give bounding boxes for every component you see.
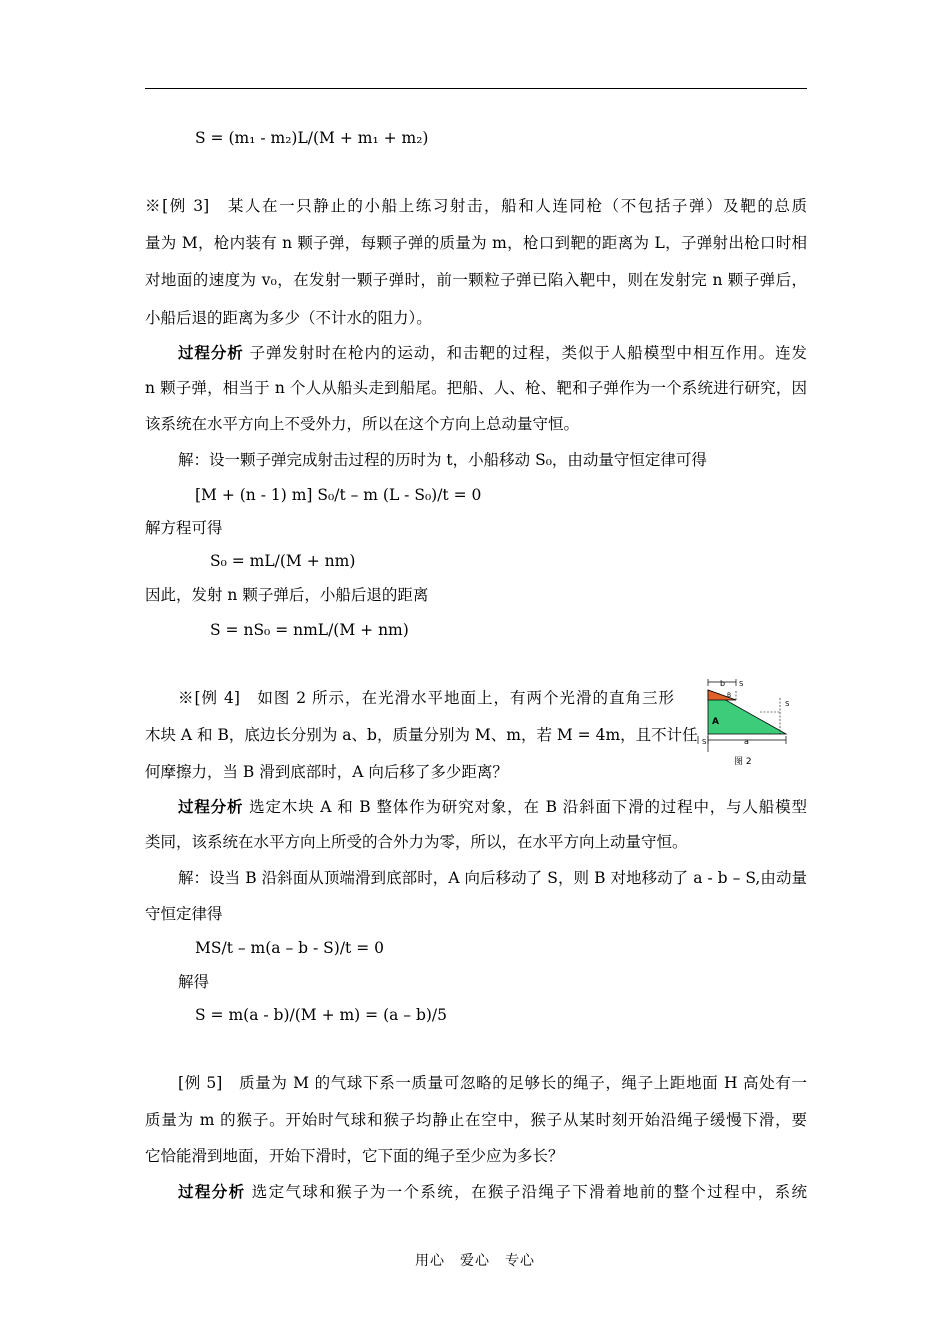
analysis-paragraph	[145, 797, 807, 817]
example-5-text: [例 5] 质量为 M 的气球下系一质量可忽略的足够长的绳子，绳子上距地面 H 高处有一	[178, 1074, 807, 1092]
solution-text: 解方程可得	[145, 519, 223, 537]
analysis-text: 类同，该系统在水平方向上所受的合外力为零，所以，在水平方向上动量守恒。	[145, 833, 688, 851]
example-3-text: 小船后退的距离为多少（不计水的阻力）。	[145, 309, 432, 327]
label-b: b	[720, 679, 726, 688]
label-a: a	[744, 737, 749, 746]
analysis-paragraph	[145, 343, 807, 363]
analysis-paragraph	[145, 1182, 807, 1202]
example-4-text: 木块 A 和 B，底边长分别为 a、b，质量分别为 M、m，若 M = 4m，且不计任	[145, 726, 698, 744]
example-3-text: 对地面的速度为 v₀，在发射一颗子弹时，前一颗粒子弹已陷入靶中，则在发射完 n 颗子弹后，	[145, 271, 807, 289]
analysis-text: 选定气球和猴子为一个系统，在猴子沿绳子下滑着地前的整个过程中，系统	[251, 1183, 807, 1201]
figure-2-diagram	[694, 676, 794, 772]
figure-caption: 图 2	[734, 757, 752, 767]
example-3-text: 量为 M，枪内装有 n 颗子弹，每颗子弹的质量为 m，枪口到靶的距离为 L，子弹射出枪口时相	[145, 234, 807, 252]
header-rule	[145, 88, 807, 89]
formula-line: [M + (n - 1) m] S₀/t – m (L - S₀)/t = 0	[195, 486, 482, 504]
analysis-text: 选定木块 A 和 B 整体作为研究对象，在 B 沿斜面下滑的过程中，与人船模型	[249, 798, 807, 816]
example-5-text: 它恰能滑到地面，开始下滑时，它下面的绳子至少应为多长？	[145, 1147, 564, 1165]
solution-text: 解：设一颗子弹完成射击过程的历时为 t，小船移动 S₀，由动量守恒定律可得	[178, 451, 707, 469]
analysis-heading: 过程分析	[178, 797, 244, 816]
analysis-text: n 颗子弹，相当于 n 个人从船头走到船尾。把船、人、枪、靶和子弹作为一个系统进行研究，因	[145, 379, 807, 397]
solution-text: 因此，发射 n 颗子弹后，小船后退的距离	[145, 586, 429, 604]
label-A: A	[712, 717, 719, 727]
analysis-text: 子弹发射时在枪内的运动，和击靶的过程，类似于人船模型中相互作用。连发	[249, 344, 807, 362]
solution-text: 解得	[178, 973, 210, 991]
label-B: B	[727, 692, 732, 699]
label-s: S	[785, 700, 790, 708]
example-4-text: ※[例 4] 如图 2 所示，在光滑水平地面上，有两个光滑的直角三形	[178, 689, 674, 707]
analysis-heading: 过程分析	[178, 1182, 246, 1201]
formula-line: S = m(a - b)/(M + m) = (a – b)/5	[195, 1006, 448, 1024]
page-footer: 用心 爱心 专心	[415, 1253, 535, 1269]
label-s: S	[739, 680, 744, 688]
formula-line: S = (m₁ - m₂)L/(M + m₁ + m₂)	[195, 129, 429, 147]
formula-line: MS/t – m(a – b - S)/t = 0	[195, 939, 384, 957]
solution-text: 解：设当 B 沿斜面从顶端滑到底部时，A 向后移动了 S，则 B 对地移动了 a - b – S,由动量	[178, 869, 807, 887]
solution-text: 守恒定律得	[145, 905, 223, 923]
example-4-text: 何摩擦力，当 B 滑到底部时，A 向后移了多少距离？	[145, 763, 508, 781]
label-s: S	[702, 738, 707, 746]
formula-line: S₀ = mL/(M + nm)	[210, 552, 356, 570]
formula-line: S = nS₀ = nmL/(M + nm)	[210, 621, 409, 639]
analysis-text: 该系统在水平方向上不受外力，所以在这个方向上总动量守恒。	[145, 415, 580, 433]
analysis-heading: 过程分析	[178, 343, 244, 362]
example-3-text: ※[例 3] 某人在一只静止的小船上练习射击，船和人连同枪（不包括子弹）及靶的总质	[145, 197, 807, 215]
example-5-text: 质量为 m 的猴子。开始时气球和猴子均静止在空中，猴子从某时刻开始沿绳子缓慢下滑，要	[145, 1111, 807, 1129]
